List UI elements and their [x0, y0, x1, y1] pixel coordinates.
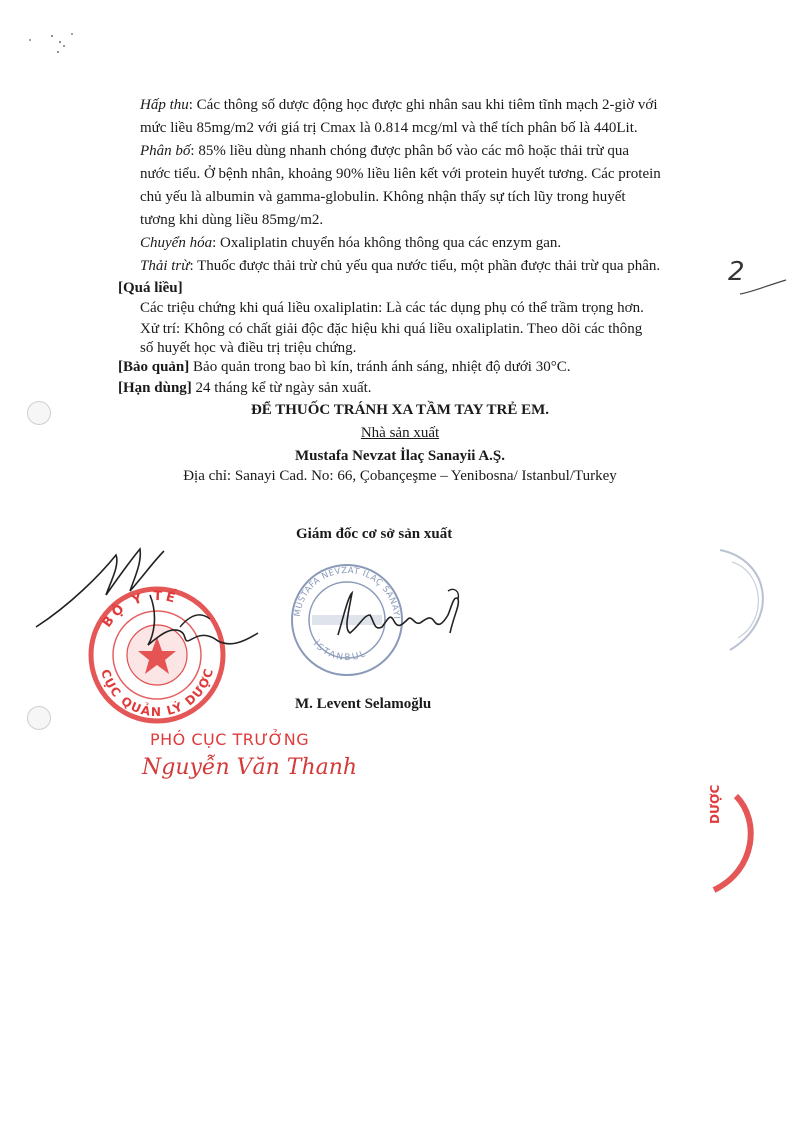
expiry-line [118, 378, 372, 398]
elimination-label: Thải trừ [140, 258, 190, 274]
storage-header: [Bảo quản] [118, 359, 190, 375]
distribution-line-3: chủ yếu là albumin và gamma-globulin. Không nhận thấy sự tích lũy trong huyết [140, 189, 626, 205]
manufacturer-name: Mustafa Nevzat İlaç Sanayii A.Ş. [295, 448, 505, 464]
elimination-text: : Thuốc được thải trừ chủ yếu qua nước tiểu, một phần được thải trừ qua phân. [189, 258, 661, 274]
expiry-text: 24 tháng kể từ ngày sản xuất. [191, 380, 372, 396]
storage-line [118, 357, 570, 377]
edge-red-stamp-text: DƯỢC [708, 784, 722, 824]
corner-specks [0, 0, 90, 60]
overdose-header: [Quá liều] [118, 280, 183, 296]
approver-title: PHÓ CỤC TRƯỞNG [150, 730, 310, 749]
manufacturer-address: Địa chỉ: Sanayi Cad. No: 66, Çobançeşme – Yenibosna/ Istanbul/Turkey [183, 468, 617, 484]
storage-text: Bảo quản trong bao bì kín, tránh ánh sáng, nhiệt độ dưới 30°C. [189, 359, 571, 375]
director-signature [330, 585, 470, 645]
punch-hole-bottom [27, 706, 51, 730]
distribution-line-2: nước tiểu. Ở bệnh nhân, khoảng 90% liều liên kết với protein huyết tương. Các protein [140, 166, 661, 182]
absorption-label: Hấp thu [140, 97, 189, 113]
child-warning: ĐỂ THUỐC TRÁNH XA TẦM TAY TRẺ EM. [250, 402, 550, 418]
ministry-stamp-bottom-text: CỤC QUẢN LÝ DƯỢC [98, 665, 217, 720]
metabolism-label: Chuyển hóa [140, 235, 213, 251]
company-stamp-ring-text: MUSTAFA NEVZAT İLAÇ SANAYİİ [280, 553, 402, 620]
distribution-text-1: : 85% liều dùng nhanh chóng được phân bố vào các mô hoặc thải trừ qua [190, 143, 630, 159]
punch-hole-top [27, 401, 51, 425]
metabolism-line [140, 233, 561, 253]
absorption-line-1 [140, 95, 658, 115]
metabolism-text: : Oxaliplatin chuyển hóa không thông qua các enzym gan. [212, 235, 562, 251]
approver-name: Nguyễn Văn Thanh [142, 755, 358, 780]
ministry-stamp-top-text: BỘ Y TẾ [99, 588, 180, 631]
manufacturer-label: Nhà sản xuất [360, 425, 440, 441]
expiry-header: [Hạn dùng] [118, 380, 192, 396]
page-mark-stroke [740, 270, 790, 300]
director-name: M. Levent Selamoğlu [295, 696, 432, 712]
elimination-line [140, 256, 660, 276]
absorption-text-1: : Các thông số dược động học được ghi nhân sau khi tiêm tĩnh mạch 2-giờ với [188, 97, 658, 113]
director-title: Giám đốc cơ sở sản xuất [296, 526, 453, 542]
distribution-line-1 [140, 141, 629, 161]
page-mark-number: 2 [728, 257, 745, 287]
overdose-line-1: Các triệu chứng khi quá liều oxaliplatin: Là các tác dụng phụ có thể trầm trọng hơn. [140, 300, 644, 316]
approval-signature [30, 535, 270, 665]
distribution-line-4: tương khi dùng liều 85mg/m2. [140, 212, 324, 228]
absorption-line-2: mức liều 85mg/m2 với giá trị Cmax là 0.814 mcg/ml và thể tích phân bố là 440Lit. [140, 120, 638, 136]
overdose-line-2: Xử trí: Không có chất giải độc đặc hiệu khi quá liều oxaliplatin. Theo dõi các thông [140, 321, 643, 337]
overdose-line-3: số huyết học và điều trị triệu chứng. [140, 340, 357, 356]
edge-blue-stamp [710, 540, 800, 660]
company-stamp-city: İSTANBUL [310, 639, 369, 664]
distribution-label: Phân bố [140, 143, 191, 159]
